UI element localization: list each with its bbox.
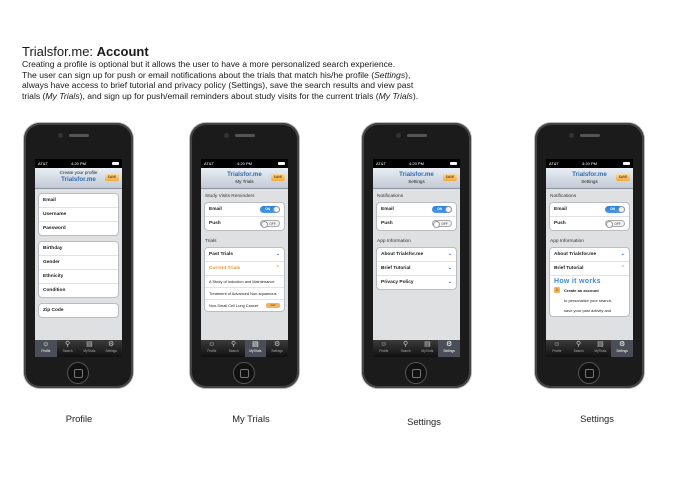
phone-my-trials [190,123,299,388]
status-bar [546,159,633,168]
gear-icon: ⚙ [445,341,453,348]
tab-label: MyTrials [249,349,262,353]
caption-settings: Settings [407,416,441,427]
battery-icon [112,162,119,166]
app-info-group [549,247,630,317]
brand-logo: Trialsfor.me [399,171,434,178]
location-group [38,303,119,318]
push-row [550,216,629,230]
carrier-label: AT&T [38,161,48,166]
tab-label: Profile [552,349,562,353]
tab-bar [201,340,288,357]
nav-bar [373,168,460,189]
title-section: Account [96,44,149,59]
tab-label: Search [228,349,239,353]
tab-mytrials[interactable] [79,340,101,357]
desc-line: ), and sign up for push/email reminders about study visits for the current trials ( [79,90,379,101]
tab-label: Search [62,349,73,353]
home-button[interactable] [578,362,600,384]
tutorial-row[interactable] [377,261,456,275]
phone-settings [362,123,471,388]
brand-logo: Trialsfor.me [227,171,262,178]
tab-label: Settings [443,349,455,353]
go-button[interactable]: GO [266,303,280,308]
home-button[interactable] [67,362,89,384]
search-icon: ⚲ [403,341,409,348]
condition-field[interactable]: Condition [39,283,118,297]
trial-item[interactable]: A Study of Induction and Maintenance [205,275,284,287]
gear-icon: ⚙ [273,341,281,348]
camera [58,133,63,138]
trials-icon: ▤ [597,341,604,348]
zip-code-field[interactable]: Zip Code [43,308,64,313]
chevron-up-icon: ⌃ [275,265,280,271]
row-label: Past Trials [209,252,233,257]
tab-settings[interactable] [266,340,288,357]
tab-label: Settings [105,349,117,353]
push-toggle[interactable]: OFF [260,220,280,227]
gear-icon: ⚙ [107,341,115,348]
section-header: Trials [205,239,217,244]
email-toggle[interactable]: ON [432,206,452,213]
row-label: Email [209,207,222,212]
intro-block [22,44,682,101]
caption-profile: Profile [65,413,93,424]
step-number: 1 [554,287,560,293]
demographics-group [38,241,119,298]
speaker [407,134,427,137]
email-row [550,203,629,216]
description [22,59,682,101]
row-label: Brief Tutorial [381,266,411,271]
tab-label: Settings [616,349,628,353]
tab-label: MyTrials [421,349,434,353]
desc-emphasis: Settings [374,69,406,80]
home-button[interactable] [233,362,255,384]
tab-label: MyTrials [83,349,96,353]
screen [546,159,633,357]
push-row [377,216,456,230]
speaker [235,134,255,137]
nav-bar [201,168,288,189]
caption-settings-tutorial: Settings [580,413,614,424]
page-title [22,44,682,59]
app-info-group [376,247,457,290]
status-time: 4:20 PM [71,161,86,166]
email-row [205,203,284,216]
camera [396,133,401,138]
tab-profile[interactable] [546,340,568,357]
email-toggle[interactable]: ON [605,206,625,213]
brand-logo: Trialsfor.me [572,171,607,178]
status-bar [35,159,122,168]
speaker [69,134,89,137]
camera [569,133,574,138]
screen [373,159,460,357]
title-app-name: Trialsfor.me: [22,44,97,59]
content [373,189,460,340]
tab-label: MyTrials [594,349,607,353]
brand-logo: Trialsfor.me [61,176,96,183]
content [546,189,633,340]
search-icon: ⚲ [576,341,582,348]
row-label: Privacy Policy [381,280,414,285]
push-toggle[interactable]: OFF [605,220,625,227]
profile-icon: ☺ [208,341,216,348]
nav-subtitle: Settings [581,179,598,184]
section-header: Study Visits Reminders [205,194,255,199]
notifications-group [376,202,457,231]
profile-icon: ☺ [553,341,561,348]
ethnicity-field[interactable]: Ethnicity [39,269,118,283]
section-header: Notifications [377,194,404,199]
step-text: save your past activity and [564,308,612,313]
tab-label: Settings [271,349,283,353]
tab-profile[interactable] [201,340,223,357]
password-field[interactable]: Password [39,221,118,235]
tab-search[interactable] [223,340,245,357]
profile-icon: ☺ [380,341,388,348]
chevron-down-icon: ⌄ [275,251,280,257]
battery-icon [623,162,630,166]
status-time: 4:20 PM [409,161,424,166]
row-label: About Trialsfor.me [554,252,597,257]
row-label: Email [381,207,394,212]
tab-label: Search [573,349,584,353]
tab-profile[interactable] [35,340,57,357]
row-label: Email [554,207,567,212]
carrier-label: AT&T [376,161,386,166]
tutorial-step [550,286,629,296]
carrier-label: AT&T [204,161,214,166]
tab-mytrials[interactable] [417,340,439,357]
tutorial-heading: How it works [554,278,601,285]
notifications-group [549,202,630,231]
phone-profile [24,123,133,388]
desc-line: The user can sign up for push or email notifications about the trials that match his/he profile ( [22,69,375,80]
desc-line: Creating a profile is optional but it allows the user to have a more personalized search experience. [22,59,396,69]
row-label: Push [554,221,566,226]
save-button[interactable]: SAVE [105,173,119,181]
camera [224,133,229,138]
gear-icon: ⚙ [618,341,626,348]
caption-my-trials: My Trials [232,413,270,424]
carrier-label: AT&T [549,161,559,166]
row-label: Push [209,221,221,226]
trials-icon: ▤ [252,341,259,348]
section-header: Notifications [550,194,577,199]
desc-line: ), [405,69,411,80]
reminders-group [204,202,285,231]
chevron-down-icon: ⌄ [447,251,452,257]
chevron-up-icon: ⌃ [620,265,625,271]
tab-search[interactable] [395,340,417,357]
battery-icon [450,162,457,166]
tab-profile[interactable] [373,340,395,357]
tab-search[interactable] [57,340,79,357]
tab-label: Search [400,349,411,353]
trials-group [204,247,285,312]
speaker [580,134,600,137]
tab-search[interactable] [568,340,590,357]
chevron-down-icon: ⌄ [620,251,625,257]
chevron-down-icon: ⌄ [447,279,452,285]
desc-emphasis: My Trials [378,90,413,101]
push-toggle[interactable]: OFF [432,220,452,227]
trial-item[interactable]: Treatment of Advanced Non-squamous [205,287,284,299]
content [201,189,288,340]
trials-icon: ▤ [86,341,93,348]
search-icon: ⚲ [65,341,71,348]
past-trials-row[interactable] [205,248,284,261]
chevron-down-icon: ⌄ [447,265,452,271]
gender-field[interactable]: Gender [39,255,118,269]
tab-bar [373,340,460,357]
tutorial-panel [550,275,629,316]
current-trials-row[interactable] [205,261,284,275]
tab-label: Profile [41,349,51,353]
nav-subtitle: Settings [408,179,425,184]
row-label: About Trialsfor.me [381,252,424,257]
birthday-field[interactable]: Birthday [43,246,63,251]
desc-line: trials ( [22,90,46,101]
save-button[interactable]: SAVE [616,173,630,181]
privacy-row[interactable] [377,275,456,289]
desc-line: always have access to brief tutorial and privacy policy (Settings), save the search results and view past [22,80,414,91]
status-bar [373,159,460,168]
screen [201,159,288,357]
desc-emphasis: My Trials [45,90,80,101]
tab-bar [35,340,122,357]
email-row [377,203,456,216]
tab-label: Profile [207,349,217,353]
tab-mytrials[interactable] [245,340,267,357]
phone-settings-tutorial [535,123,644,388]
row-label: Brief Tutorial [554,266,584,271]
tab-bar [546,340,633,357]
trials-icon: ▤ [424,341,431,348]
nav-bar [546,168,633,189]
row-label: Push [381,221,393,226]
step-text: to personalize your search, [564,298,613,303]
tab-label: Profile [379,349,389,353]
section-header: App Information [377,239,411,244]
nav-bar [35,168,122,189]
nav-subtitle: My Trials [235,179,254,184]
about-row[interactable] [550,248,629,261]
username-field[interactable]: Username [39,207,118,221]
status-time: 4:20 PM [237,161,252,166]
tab-mytrials[interactable] [590,340,612,357]
profile-icon: ☺ [42,341,50,348]
tutorial-row[interactable] [550,261,629,275]
about-row[interactable] [377,248,456,261]
desc-line: ). [412,90,419,101]
status-bar [201,159,288,168]
screen [35,159,122,357]
nav-subtitle: Create your profile [59,170,98,175]
section-header: App Information [550,239,584,244]
trial-item[interactable] [205,299,284,311]
content [35,189,122,340]
home-button[interactable] [405,362,427,384]
email-field[interactable]: Email [43,198,56,203]
save-button[interactable]: SAVE [443,173,457,181]
tab-settings[interactable] [438,340,460,357]
row-label: Current Trials [209,266,241,271]
step-text: Create an account [564,288,599,293]
push-row [205,216,284,230]
account-group [38,193,119,236]
tab-settings[interactable] [100,340,122,357]
save-button[interactable]: SAVE [271,173,285,181]
search-icon: ⚲ [231,341,237,348]
battery-icon [278,162,285,166]
status-time: 4:20 PM [582,161,597,166]
row-label: Non-Small Cell Lung Cancer [209,303,259,308]
email-toggle[interactable]: ON [260,206,280,213]
tab-settings[interactable] [611,340,633,357]
